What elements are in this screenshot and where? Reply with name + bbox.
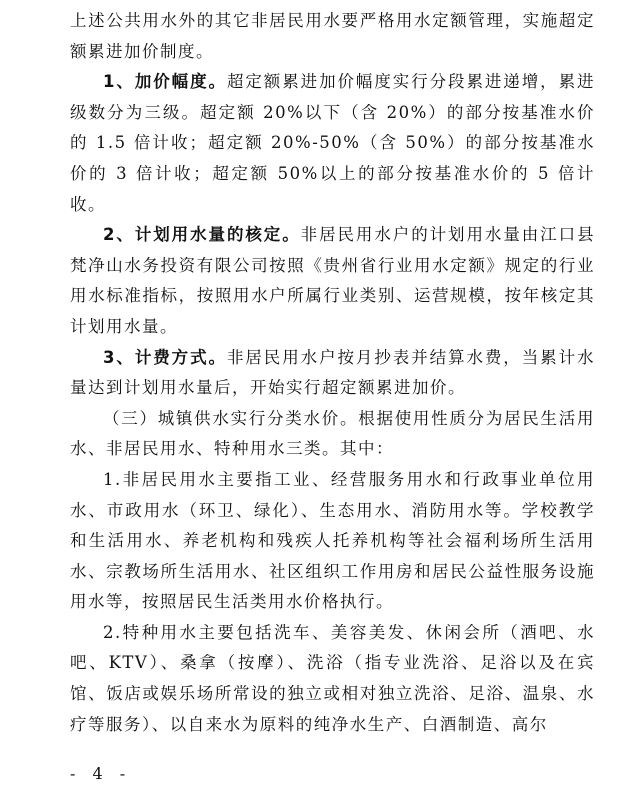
paragraph-intro — [70, 6, 595, 67]
paragraph-lead: 1、加价幅度。 — [103, 72, 227, 92]
paragraph-text: （三）城镇供水实行分类水价。根据使用性质分为居民生活用水、非居民用水、特种用水三类。其中： — [70, 408, 595, 459]
paragraph-price-increase — [70, 67, 595, 220]
paragraph-lead: 2、计划用水量的核定。 — [103, 225, 301, 245]
paragraph-lead: 3、计费方式。 — [103, 347, 227, 367]
paragraph-text: 非居民用水户按月抄表并结算水费，当累计水量达到计划用水量后，开始实行超定额累进加价。 — [70, 347, 596, 398]
paragraph-special-water — [70, 618, 595, 740]
paragraph-text: 1.非居民用水主要指工业、经营服务用水和行政事业单位用水、市政用水（环卫、绿化）、生态用水、消防用水等。学校教学和生活用水、养老机构和残疾人托养机构等社会福利场所生活用水、宗教场所生活用水、社区组织工作用房和居民公益性服务设施用水等，按照居民生活类用水价格执行。 — [70, 469, 595, 612]
paragraph-text: 非居民用水户的计划用水量由江口县梵净山水务投资有限公司按照《贵州省行业用水定额》规定的行业用水标准指标，按照用水户所属行业类别、运营规模，按年核定其计划用水量。 — [70, 225, 596, 336]
paragraph-billing-method — [70, 343, 595, 404]
page-number: - 4 - — [70, 764, 132, 783]
paragraph-text: 上述公共用水外的其它非居民用水要严格用水定额管理，实施超定额累进加价制度。 — [70, 11, 595, 61]
paragraph-text: 2.特种用水主要包括洗车、美容美发、休闲会所（酒吧、水吧、KTV）、桑拿（按摩）、洗浴（指专业洗浴、足浴以及在宾馆、饭店或娱乐场所常设的独立或相对独立洗浴、足浴、温泉、水疗等服务）、以自来水为原料的纯净水生产、白酒制造、高尔 — [70, 622, 595, 734]
paragraph-non-resident-water — [70, 465, 595, 618]
paragraph-planned-volume — [70, 220, 595, 342]
paragraph-classified-pricing — [70, 404, 595, 465]
paragraph-text: 超定额累进加价幅度实行分段累进递增，累进级数分为三级。超定额 20%以下（含 20%）的部分按基准水价的 1.5 倍计收；超定额 20%-50%（含 50%）的部分按基准水价的 3 倍计收；超定额 50%以上的部分按基准水价的 5 倍计收。 — [70, 72, 596, 214]
body-text — [70, 6, 595, 740]
